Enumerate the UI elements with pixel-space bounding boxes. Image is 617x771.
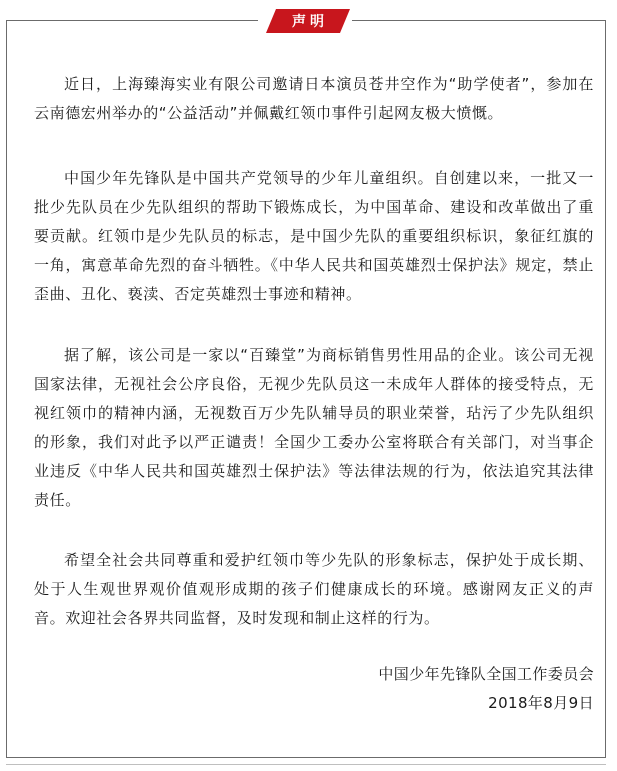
signature-organization: 中国少年先锋队全国工作委员会 [378,665,594,683]
paragraph-4: 希望全社会共同尊重和爱护红领巾等少先队的形象标志，保护处于成长期、处于人生观世界观价值观形成期的孩子们健康成长的环境。感谢网友正义的声音。欢迎社会各界共同监督，及时发现和制止这样的行为。 [34,551,594,627]
signature-block [378,660,594,718]
paragraph-3: 据了解，该公司是一家以“百臻堂”为商标销售男性用品的企业。该公司无视国家法律，无视社会公序良俗，无视少先队员这一未成年人群体的接受特点，无视红领巾的精神内涵，无视数百万少先队辅导员的职业荣誉，玷污了少先队组织的形象，我们对此予以严正谴责！全国少工委办公室将联合有关部门，对当事企业违反《中华人民共和国英雄烈士保护法》等法律法规的行为，依法追究其法律责任。 [34,346,594,509]
paragraph-2: 中国少年先锋队是中国共产党领导的少年儿童组织。自创建以来，一批又一批少先队员在少先队组织的帮助下锻炼成长，为中国革命、建设和改革做出了重要贡献。红领巾是少先队员的标志，是中国少先队的重要组织标识，象征红旗的一角，寓意革命先烈的奋斗牺牲。《中华人民共和国英雄烈士保护法》规定，禁止歪曲、丑化、亵渎、否定英雄烈士事迹和精神。 [34,169,594,303]
paragraph-1: 近日，上海臻海实业有限公司邀请日本演员苍井空作为“助学使者”，参加在云南德宏州举办的“公益活动”并佩戴红领巾事件引起网友极大愤慨。 [34,75,594,122]
page-title: 声明 [292,14,328,30]
bottom-divider [6,764,606,765]
signature-date: 2018年8月9日 [488,694,594,712]
title-badge [266,9,350,33]
